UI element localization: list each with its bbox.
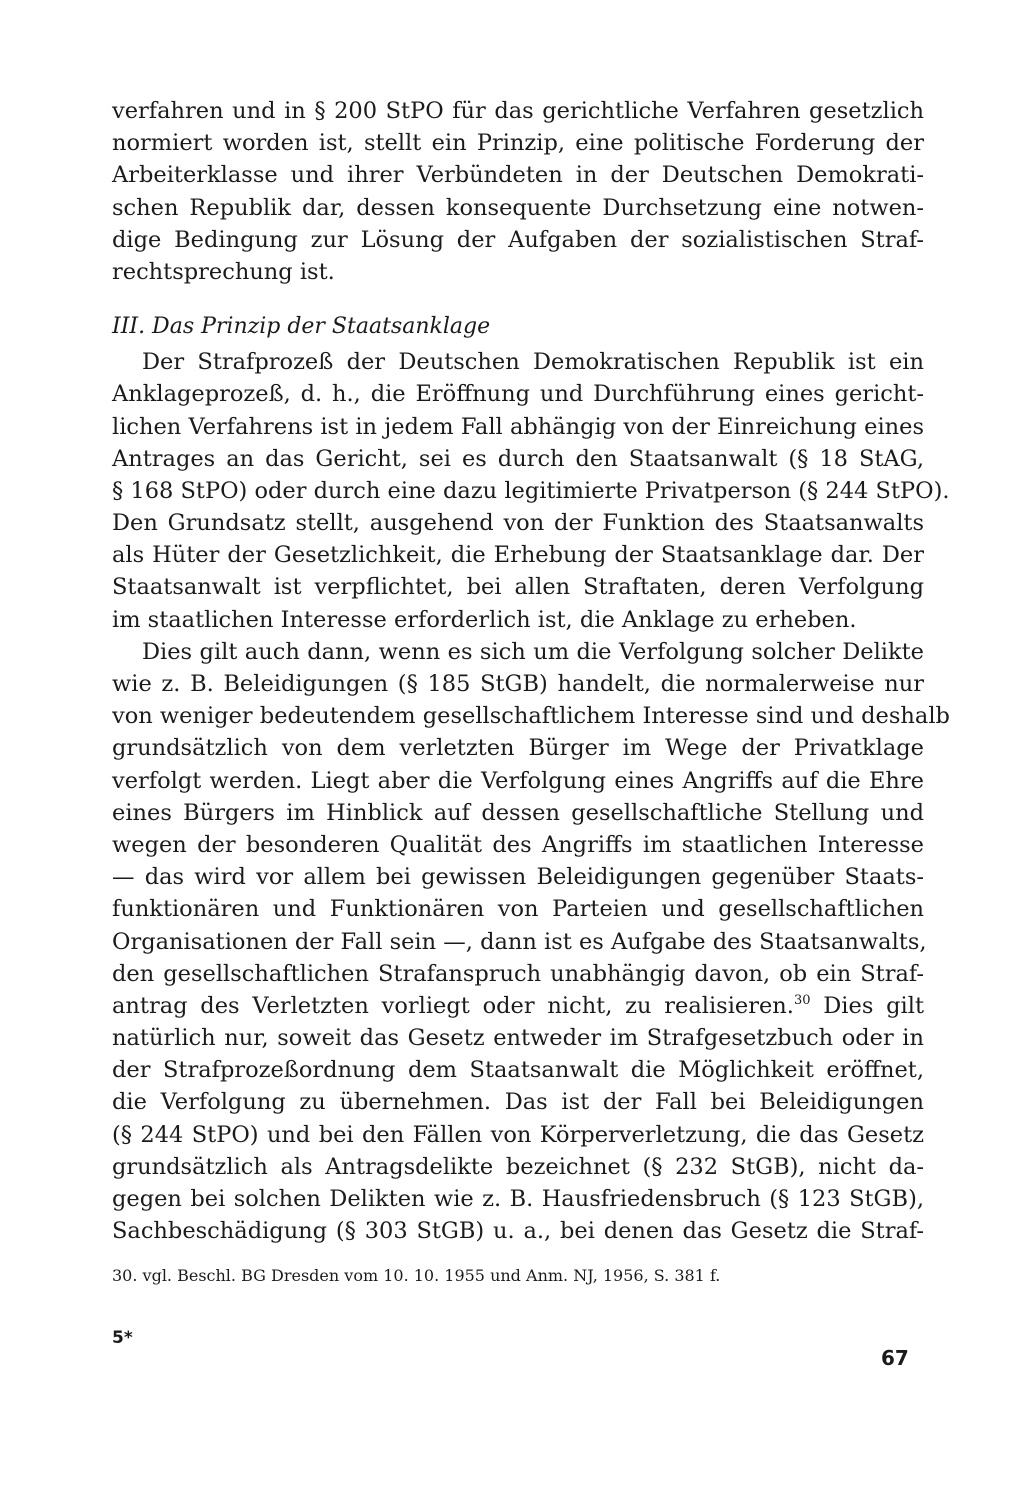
text-line: normiert worden ist, stellt ein Prinzip, eine politische Forderung der (112, 130, 924, 157)
text-line: wie z. B. Beleidigungen (§ 185 StGB) handelt, die normalerweise nur (112, 671, 924, 697)
spacer (112, 288, 924, 308)
text-line: den gesellschaftlichen Strafanspruch unabhängig davon, ob ein Straf- (112, 960, 924, 987)
text-line: die Verfolgung zu übernehmen. Das ist der Fall bei Beleidigungen (112, 1089, 924, 1116)
text-line: natürlich nur, soweit das Gesetz entweder im Strafgesetzbuch oder in (112, 1025, 924, 1052)
text-line: Dies gilt auch dann, wenn es sich um die Verfolgung solcher Delikte (142, 638, 924, 665)
text-line: — das wird vor allem bei gewissen Beleidigungen gegenüber Staats- (112, 864, 924, 891)
text-segment: Dies gilt (810, 992, 924, 1019)
text-line: § 168 StPO) oder durch eine dazu legitimierte Privatperson (§ 244 StPO). (112, 477, 950, 504)
paragraph-2 (112, 346, 950, 636)
footnote-reference: 30 (793, 992, 811, 1008)
text-line: als Hüter der Gesetzlichkeit, die Erhebung der Staatsanklage dar. Der (112, 542, 924, 569)
text-line: Antrages an das Gericht, sei es durch den Staatsanwalt (§ 18 StAG, (112, 445, 924, 472)
section-heading: III. Das Prinzip der Staatsanklage (112, 314, 491, 340)
text-line: eines Bürgers im Hinblick auf dessen gesellschaftliche Stellung und (112, 799, 924, 826)
text-line: Sachbeschädigung (§ 303 StGB) u. a., bei denen das Gesetz die Straf- (112, 1218, 924, 1245)
text-line: Staatsanwalt ist verpflichtet, bei allen Straftaten, deren Verfolgung (112, 574, 924, 601)
text-line: Den Grundsatz stellt, ausgehend von der Funktion des Staatsanwalts (112, 510, 924, 537)
text-line: von weniger bedeutendem gesellschaftlichem Interesse sind und deshalb (112, 703, 950, 730)
text-line: im staatlichen Interesse erforderlich ist, die Anklage zu erheben. (112, 606, 857, 633)
text-line: gegen bei solchen Delikten wie z. B. Hausfriedensbruch (§ 123 StGB), (112, 1186, 924, 1212)
text-line: wegen der besonderen Qualität des Angriffs im staatlichen Interesse (112, 831, 924, 858)
text-segment: antrag des Verletzten vorliegt oder nicht, zu realisieren. (112, 992, 794, 1019)
text-line: rechtsprechung ist. (112, 258, 335, 285)
text-line: Organisationen der Fall sein —, dann ist es Aufgabe des Staatsanwalts, (112, 928, 927, 955)
text-line: verfolgt werden. Liegt aber die Verfolgung eines Angriffs auf die Ehre (112, 767, 924, 794)
text-line: lichen Verfahrens ist in jedem Fall abhängig von der Einreichung eines (112, 413, 924, 440)
paragraph-1 (112, 95, 924, 288)
text-line: verfahren und in § 200 StPO für das gerichtliche Verfahren gesetzlich (112, 98, 924, 124)
text-line-with-footnote-ref (112, 990, 924, 1022)
text-line: grundsätzlich von dem verletzten Bürger im Wege der Privatklage (112, 735, 924, 762)
footnote: 30. vgl. Beschl. BG Dresden vom 10. 10. 1955 und Anm. NJ, 1956, S. 381 f. (112, 1266, 721, 1286)
text-line: Arbeiterklasse und ihrer Verbündeten in der Deutschen Demokrati- (112, 162, 924, 189)
page-body (112, 95, 950, 1287)
text-line: Der Strafprozeß der Deutschen Demokratischen Republik ist ein (142, 349, 924, 376)
paragraph-3 (112, 636, 950, 1248)
text-line: grundsätzlich als Antragsdelikte bezeichnet (§ 232 StGB), nicht da- (112, 1153, 924, 1180)
text-line: der Strafprozeßordnung dem Staatsanwalt die Möglichkeit eröffnet, (112, 1057, 924, 1084)
page-number: 67 (881, 1346, 909, 1370)
text-line: funktionären und Funktionären von Parteien und gesellschaftlichen (112, 896, 924, 923)
text-line: (§ 244 StPO) und bei den Fällen von Körperverletzung, die das Gesetz (112, 1121, 924, 1148)
text-line: dige Bedingung zur Lösung der Aufgaben der sozialistischen Straf- (112, 226, 924, 253)
printer-signature: 5* (112, 1328, 133, 1348)
spacer (112, 1247, 924, 1265)
text-line: schen Republik dar, dessen konsequente Durchsetzung eine notwen- (112, 194, 924, 221)
text-line: Anklageprozeß, d. h., die Eröffnung und Durchführung eines gericht- (112, 381, 924, 408)
